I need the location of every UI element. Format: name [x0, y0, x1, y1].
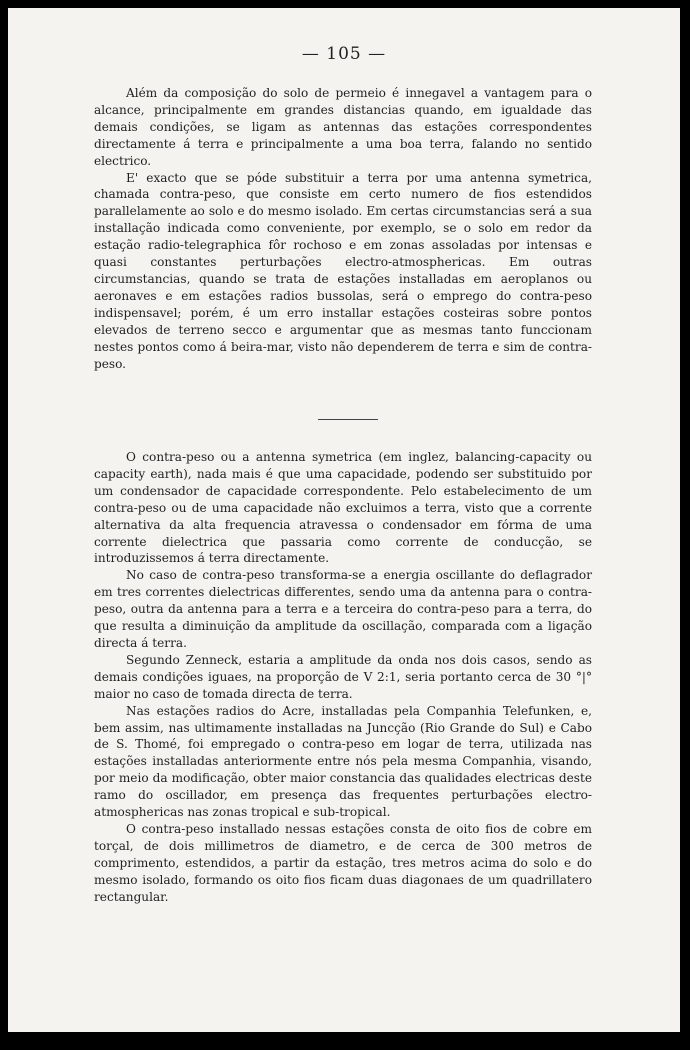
- paragraph: Segundo Zenneck, estaria a amplitude da onda nos dois casos, sendo as demais condições iguaes, na proporção de V 2:1, seria portanto cerca de 30 °|° maior no caso de tomada directa de terra.: [94, 652, 592, 701]
- paragraph: Além da composição do solo de permeio é innegavel a vantagem para o alcance, principalmente em grandes distancias quando, em igualdade das demais condições, se ligam as antennas das estações correspondentes directamente á terra e principalmente a uma boa terra, falando no sentido electrico.: [94, 86, 592, 168]
- paragraph: Nas estações radios do Acre, installadas pela Companhia Telefunken, e, bem assim, nas ultimamente installadas na Juncção (Rio Grande do Sul) e Cabo de S. Thomé, foi empregado o contra-peso em logar de terra, utilizada nas estações installadas anteriormente entre nós pela mesma Companhia, visando, por meio da modificação, obter maior constancia das qualidades electricas deste ramo do oscillador, em presença das frequentes perturbações electro-atmosphericas nas zonas tropical e sub-tropical.: [94, 703, 592, 820]
- paragraph: O contra-peso ou a antenna symetrica (em inglez, balancing-capacity ou capacity earth), nada mais é que uma capacidade, podendo ser substituido por um condensador de capacidade correspondente. Pelo estabelecimento de um contra-peso ou de uma capacidade não excluimos a terra, visto que a corrente alternativa da alta frequencia atravessa o condensador em fórma de uma corrente dielectrica que passaria como corrente de conducção, se introduzissemos á terra directamente.: [94, 450, 592, 566]
- paragraph: E' exacto que se póde substituir a terra por uma antenna symetrica, chamada contra-peso, que consiste em certo numero de fios estendidos parallelamente ao solo e do mesmo isolado. Em certas circumstancias será a sua installação indicada como conveniente, por exemplo, se o solo em redor da estação radio-telegraphica fôr rochoso e em zonas assoladas por intensas e quasi constantes perturbações electro-atmosphericas. Em outras circumstancias, quando se trata de estações installadas em aeroplanos ou aeronaves e em estações radios bussolas, será o emprego do contra-peso indispensavel; porém, é um erro installar estações costeiras sobre pontos elevados de terreno secco e argumentar que as mesmas tanto funccionam nestes pontos como á beira-mar, visto não dependerem de terra e sim de contra-peso.: [94, 170, 592, 371]
- paragraph: O contra-peso installado nessas estações consta de oito fios de cobre em torçal, de dois millimetros de diametro, e de cerca de 300 metros de comprimento, estendidos, a partir da estação, tres metros acima do solo e do mesmo isolado, formando os oito fios ficam duas diagonaes de um quadrillatero rectangular.: [94, 821, 592, 904]
- document-page: [8, 8, 680, 1032]
- section-separator: [318, 419, 378, 420]
- page-number: — 105 —: [301, 44, 387, 64]
- section-2: [94, 449, 592, 905]
- section-1: [94, 85, 592, 372]
- paragraph: No caso de contra-peso transforma-se a energia oscillante do deflagrador em tres correntes dielectricas differentes, sendo uma da antenna para o contra-peso, outra da antenna para a terra e a terceira do contra-peso para a terra, do que resulta a diminuição da amplitude da oscillação, comparada com a ligação directa á terra.: [94, 568, 592, 650]
